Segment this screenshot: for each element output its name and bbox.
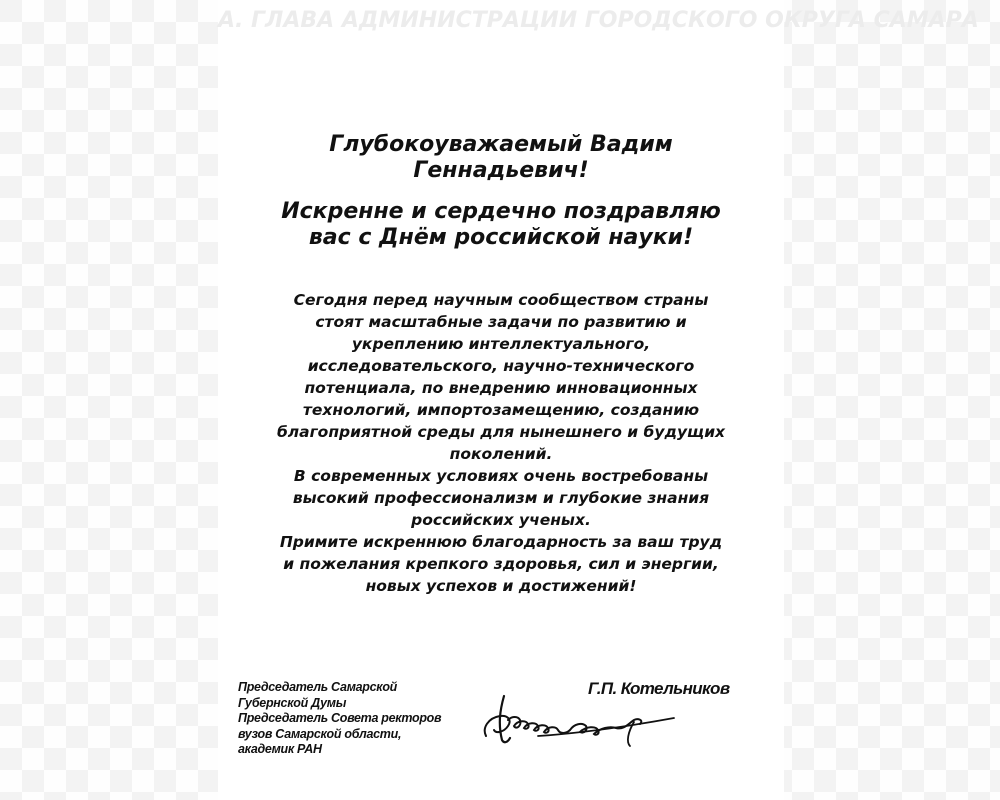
congrats-line: Искренне и сердечно поздравляю xyxy=(281,199,721,224)
paragraph-tasks xyxy=(238,289,764,465)
letter-page xyxy=(218,0,979,800)
paragraph-professionalism xyxy=(238,465,764,531)
text-line: потенциала, по внедрению инновационных xyxy=(304,379,698,397)
signer-position xyxy=(238,680,478,758)
text-line: новых успехов и достижений! xyxy=(365,577,637,595)
text-line: Сегодня перед научным сообществом страны xyxy=(293,291,709,309)
handwritten-signature xyxy=(478,690,678,750)
signer-name: Г.П. Котельников xyxy=(588,679,730,698)
text-line: и пожелания крепкого здоровья, сил и энергии, xyxy=(283,555,719,573)
text-line: технологий, импортозамещению, созданию xyxy=(302,401,700,419)
text-line: поколений. xyxy=(449,445,553,463)
position-line: Председатель Совета ректоров xyxy=(238,711,442,725)
text-line: исследовательского, научно-технического xyxy=(307,357,695,375)
paragraph-gratitude xyxy=(238,531,764,597)
position-line: академик РАН xyxy=(238,742,322,756)
position-line: вузов Самарской области, xyxy=(238,726,402,741)
text-line: российских ученых. xyxy=(411,511,591,529)
position-line: Губернской Думы xyxy=(238,695,347,710)
congrats-line: вас с Днём российской науки! xyxy=(308,225,694,250)
text-line: высокий профессионализм и глубокие знания xyxy=(292,489,710,507)
greeting-line: Глубокоуважаемый Вадим xyxy=(329,132,673,157)
greeting-line: Геннадьевич! xyxy=(413,158,589,183)
congratulation-heading xyxy=(218,199,784,251)
text-line: Примите искреннюю благодарность за ваш труд xyxy=(279,533,723,551)
letter-body xyxy=(238,289,764,597)
greeting-heading xyxy=(218,132,784,184)
text-line: укреплению интеллектуального, xyxy=(351,335,651,353)
text-line: стоят масштабные задачи по развитию и xyxy=(315,313,687,331)
faded-letterhead: А. ГЛАВА АДМИНИСТРАЦИИ ГОРОДСКОГО ОКРУГА САМАРА xyxy=(218,8,979,33)
text-line: В современных условиях очень востребованы xyxy=(293,467,709,485)
text-line: благоприятной среды для нынешнего и будущих xyxy=(276,423,726,441)
position-line: Председатель Самарской xyxy=(238,680,398,694)
